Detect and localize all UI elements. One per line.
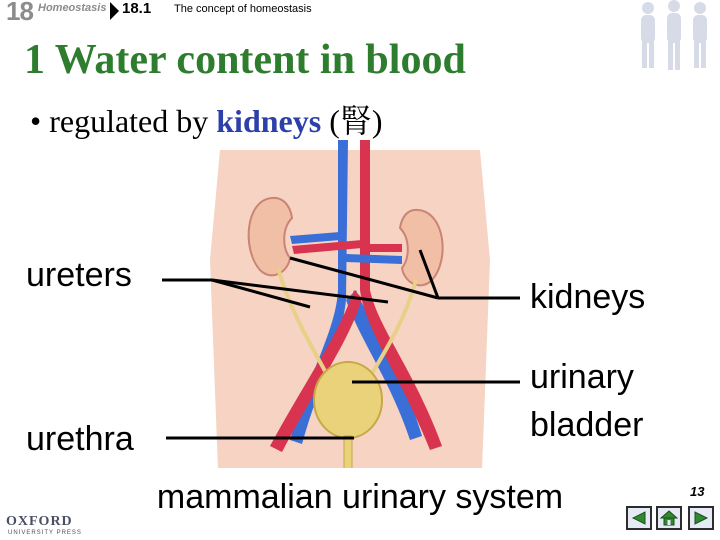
bullet-chinese: 腎 bbox=[339, 103, 372, 139]
bullet-prefix: • regulated by bbox=[30, 103, 217, 139]
triangle-right-icon bbox=[693, 511, 709, 525]
slide-title: 1 Water content in blood bbox=[24, 37, 466, 83]
label-urethra: urethra bbox=[26, 420, 134, 458]
section-title: The concept of homeostasis bbox=[174, 3, 312, 15]
bullet-keyword: kidneys bbox=[216, 103, 322, 139]
page-number: 13 bbox=[690, 484, 705, 499]
label-urinary: urinary bbox=[530, 358, 634, 396]
bullet-close-paren: ) bbox=[371, 103, 383, 139]
label-ureters: ureters bbox=[26, 256, 132, 294]
publisher-logo: OXFORD bbox=[6, 514, 73, 529]
figure-caption: mammalian urinary system bbox=[100, 468, 620, 526]
section-number: 18.1 bbox=[122, 0, 152, 17]
triangle-left-icon bbox=[631, 511, 647, 525]
kidneys-leader-branch-b bbox=[420, 250, 438, 298]
label-bladder: bladder bbox=[530, 406, 644, 444]
ureters-leader-branch-b bbox=[212, 280, 388, 302]
chapter-number: 18 bbox=[6, 0, 33, 26]
bullet-open-paren: ( bbox=[321, 103, 340, 139]
chapter-name: Homeostasis bbox=[38, 2, 107, 14]
publisher-subtitle: UNIVERSITY PRESS bbox=[8, 530, 82, 536]
ureters-leader-branch-a bbox=[212, 280, 310, 307]
next-slide-button[interactable] bbox=[688, 506, 714, 530]
label-kidneys: kidneys bbox=[530, 278, 646, 316]
previous-slide-button[interactable] bbox=[626, 506, 652, 530]
home-icon bbox=[660, 510, 678, 526]
home-button[interactable] bbox=[656, 506, 682, 530]
